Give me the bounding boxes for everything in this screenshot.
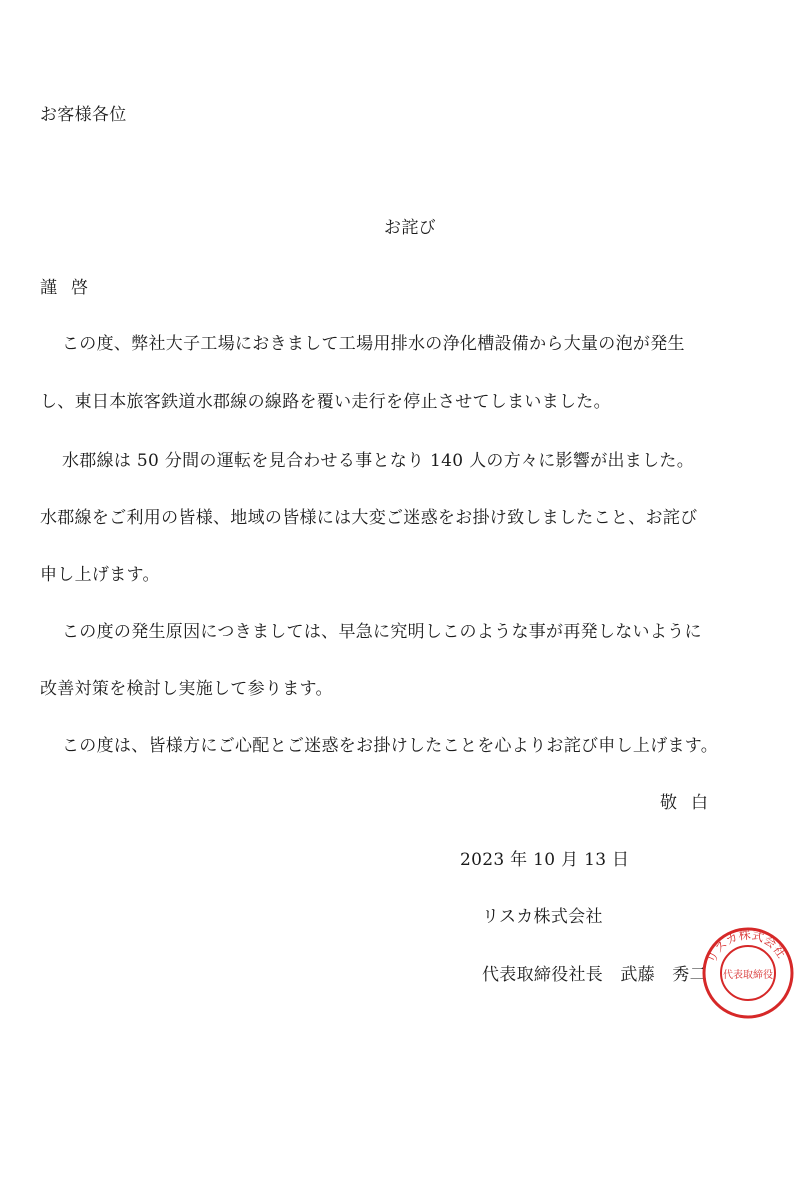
letter-date: 2023 年 10 月 13 日	[460, 850, 630, 870]
company-seal-icon	[700, 925, 796, 1021]
body-line-1: この度、弊社大子工場におきまして工場用排水の浄化槽設備から大量の泡が発生	[62, 334, 685, 354]
letter-title: お詫び	[384, 218, 436, 238]
opening-salutation: 謹啓	[40, 278, 102, 298]
recipient: お客様各位	[40, 105, 127, 125]
body-line-8: この度は、皆様方にご心配とご迷惑をお掛けしたことを心よりお詫び申し上げます。	[62, 736, 719, 756]
body-line-4: 水郡線をご利用の皆様、地域の皆様には大変ご迷惑をお掛け致しましたこと、お詫び	[40, 508, 698, 528]
body-line-5: 申し上げます。	[40, 565, 160, 585]
signer-name: 代表取締役社長 武藤 秀二	[482, 965, 707, 985]
body-line-7: 改善対策を検討し実施して参ります。	[40, 679, 333, 699]
body-line-3: 水郡線は 50 分間の運転を見合わせる事となり 140 人の方々に影響が出ました。	[62, 451, 694, 471]
seal-center-text: 代表取締役	[723, 970, 773, 981]
company-name: リスカ株式会社	[482, 907, 603, 927]
body-line-6: この度の発生原因につきましては、早急に究明しこのような事が再発しないように	[62, 622, 702, 642]
closing-salutation: 敬白	[660, 793, 722, 813]
body-line-2: し、東日本旅客鉄道水郡線の線路を覆い走行を停止させてしまいました。	[40, 392, 611, 412]
seal-ring-text: リスカ株式会社	[704, 927, 789, 966]
